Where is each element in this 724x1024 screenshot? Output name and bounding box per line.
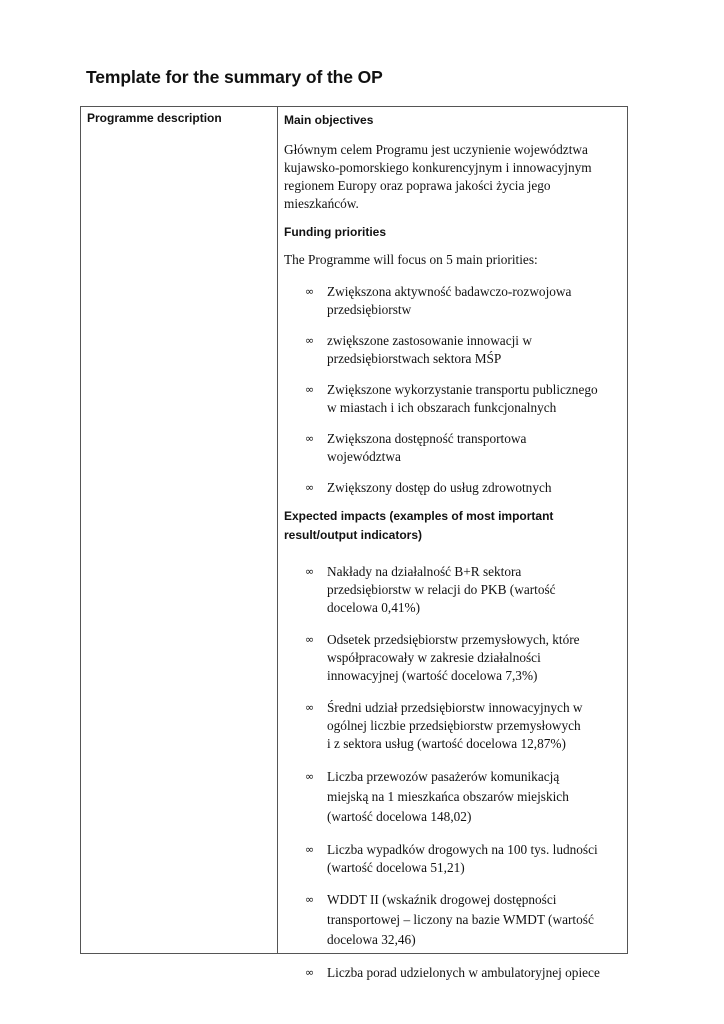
impact-item — [284, 631, 622, 685]
funding-priorities-intro: The Programme will focus on 5 main priorities: — [284, 252, 538, 267]
column-divider — [277, 107, 278, 953]
impact-item — [284, 699, 622, 753]
main-objectives-text — [284, 141, 622, 213]
infinity-bullet-icon: ∞ — [305, 481, 315, 494]
main-objectives-line: Głównym celem Programu jest uczynienie województwa — [284, 142, 588, 157]
expected-impacts-list — [284, 563, 622, 982]
infinity-bullet-icon: ∞ — [305, 701, 315, 714]
infinity-bullet-icon: ∞ — [305, 633, 315, 646]
infinity-bullet-icon: ∞ — [305, 285, 315, 298]
main-objectives-line: mieszkańców. — [284, 196, 359, 211]
impact-line: WDDT II (wskaźnik drogowej dostępności — [327, 892, 557, 907]
priority-item — [284, 332, 622, 368]
main-objectives-line: regionem Europy oraz poprawa jakości życia jego — [284, 178, 551, 193]
page-title: Template for the summary of the OP — [86, 67, 383, 87]
expected-impacts-heading-line: result/output indicators) — [284, 528, 422, 542]
priority-line: województwa — [327, 449, 401, 464]
priority-line: Zwiększone wykorzystanie transportu publicznego — [327, 382, 598, 397]
impact-line: Średni udział przedsiębiorstw innowacyjnych w — [327, 700, 583, 715]
impact-line: Liczba przewozów pasażerów komunikacją — [327, 769, 560, 784]
impact-line: (wartość docelowa 148,02) — [327, 809, 472, 824]
priority-line: przedsiębiorstw — [327, 302, 412, 317]
impact-item — [284, 563, 622, 617]
infinity-bullet-icon: ∞ — [305, 843, 315, 856]
impact-line: współpracowały w zakresie działalności — [327, 650, 541, 665]
impact-line: ogólnej liczbie przedsiębiorstw przemysłowych — [327, 718, 581, 733]
impact-item — [284, 890, 622, 950]
priority-line: w miastach i ich obszarach funkcjonalnych — [327, 400, 557, 415]
impact-line: (wartość docelowa 51,21) — [327, 860, 465, 875]
impact-line: innowacyjnej (wartość docelowa 7,3%) — [327, 668, 538, 683]
priority-line: Zwiększony dostęp do usług zdrowotnych — [327, 480, 552, 495]
expected-impacts-heading — [284, 507, 622, 545]
impact-line: miejską na 1 mieszkańca obszarów miejskich — [327, 789, 569, 804]
priority-line: zwiększone zastosowanie innowacji w — [327, 333, 532, 348]
impact-line: docelowa 0,41%) — [327, 600, 421, 615]
infinity-bullet-icon: ∞ — [305, 966, 315, 979]
impact-line: Odsetek przedsiębiorstw przemysłowych, które — [327, 632, 580, 647]
funding-priorities-heading: Funding priorities — [284, 225, 386, 239]
infinity-bullet-icon: ∞ — [305, 770, 315, 783]
infinity-bullet-icon: ∞ — [305, 334, 315, 347]
priority-item — [284, 430, 622, 466]
infinity-bullet-icon: ∞ — [305, 565, 315, 578]
programme-details — [284, 111, 622, 982]
priority-line: Zwiększona dostępność transportowa — [327, 431, 527, 446]
impact-line: docelowa 32,46) — [327, 932, 416, 947]
priority-item — [284, 479, 622, 497]
expected-impacts-heading-line: Expected impacts (examples of most important — [284, 509, 554, 523]
impact-item — [284, 841, 622, 877]
main-objectives-line: kujawsko-pomorskiego konkurencyjnym i innowacyjnym — [284, 160, 592, 175]
impact-line: Liczba wypadków drogowych na 100 tys. ludności — [327, 842, 598, 857]
impact-item — [284, 964, 622, 982]
programme-description-label: Programme description — [87, 111, 222, 125]
priority-line: Zwiększona aktywność badawczo-rozwojowa — [327, 284, 572, 299]
impact-line: i z sektora usług (wartość docelowa 12,87%) — [327, 736, 566, 751]
impact-line: Nakłady na działalność B+R sektora — [327, 564, 522, 579]
impact-line: przedsiębiorstw w relacji do PKB (wartość — [327, 582, 556, 597]
main-objectives-heading: Main objectives — [284, 113, 374, 127]
infinity-bullet-icon: ∞ — [305, 893, 315, 906]
priority-line: przedsiębiorstwach sektora MŚP — [327, 351, 502, 366]
impact-line: transportowej – liczony na bazie WMDT (wartość — [327, 912, 594, 927]
infinity-bullet-icon: ∞ — [305, 383, 315, 396]
priority-item — [284, 381, 622, 417]
impact-item — [284, 767, 622, 827]
infinity-bullet-icon: ∞ — [305, 432, 315, 445]
impact-line: Liczba porad udzielonych w ambulatoryjnej opiece — [327, 965, 600, 980]
summary-table — [80, 106, 628, 980]
priority-item — [284, 283, 622, 319]
funding-priorities-list — [284, 283, 622, 497]
